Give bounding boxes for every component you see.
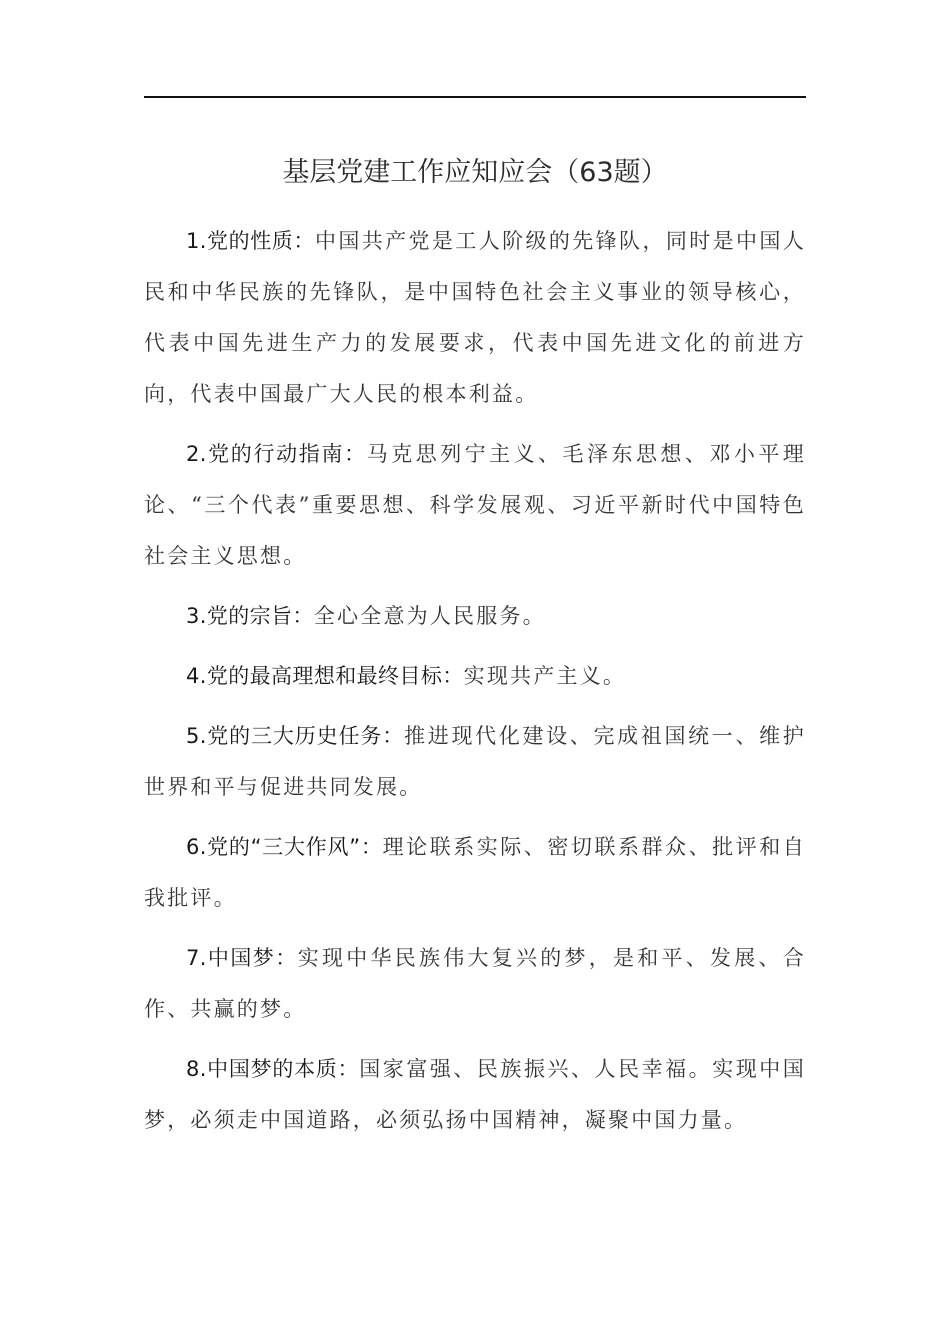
item-heading: 1.党的性质： <box>186 229 315 253</box>
item-6 <box>144 822 806 924</box>
item-8 <box>144 1044 806 1146</box>
item-text: 实现共产主义。 <box>463 664 627 688</box>
item-4 <box>144 651 806 702</box>
item-heading: 5.党的三大历史任务： <box>186 724 405 748</box>
item-heading: 7.中国梦： <box>186 946 298 970</box>
item-text: 马克思列宁主义、毛泽东思想、邓小平理论、“三个代表”重要思想、科学发展观、习近平新时代中国特色社会主义思想。 <box>144 442 806 568</box>
item-heading: 4.党的最高理想和最终目标： <box>186 664 464 688</box>
item-1 <box>144 216 806 420</box>
item-text: 国家富强、民族振兴、人民幸福。实现中国梦，必须走中国道路，必须弘扬中国精神，凝聚中国力量。 <box>144 1057 806 1132</box>
item-3 <box>144 591 806 642</box>
item-7 <box>144 933 806 1035</box>
item-text: 全心全意为人民服务。 <box>313 604 546 628</box>
item-text: 理论联系实际、密切联系群众、批评和自我批评。 <box>144 835 806 910</box>
item-5 <box>144 711 806 813</box>
item-2 <box>144 429 806 582</box>
document-body <box>144 216 806 1155</box>
header-rule <box>144 96 806 98</box>
document-title: 基层党建工作应知应会（63题） <box>282 157 668 188</box>
item-text: 中国共产党是工人阶级的先锋队，同时是中国人民和中华民族的先锋队，是中国特色社会主义事业的领导核心，代表中国先进生产力的发展要求，代表中国先进文化的前进方向，代表中国最广大人民的根本利益。 <box>144 229 806 406</box>
item-heading: 3.党的宗旨： <box>186 604 314 628</box>
item-text: 推进现代化建设、完成祖国统一、维护世界和平与促进共同发展。 <box>144 724 807 799</box>
item-heading: 2.党的行动指南： <box>186 442 367 466</box>
item-text: 实现中华民族伟大复兴的梦，是和平、发展、合作、共赢的梦。 <box>144 946 807 1021</box>
item-heading: 6.党的“三大作风”： <box>186 835 383 859</box>
item-heading: 8.中国梦的本质： <box>186 1057 360 1081</box>
